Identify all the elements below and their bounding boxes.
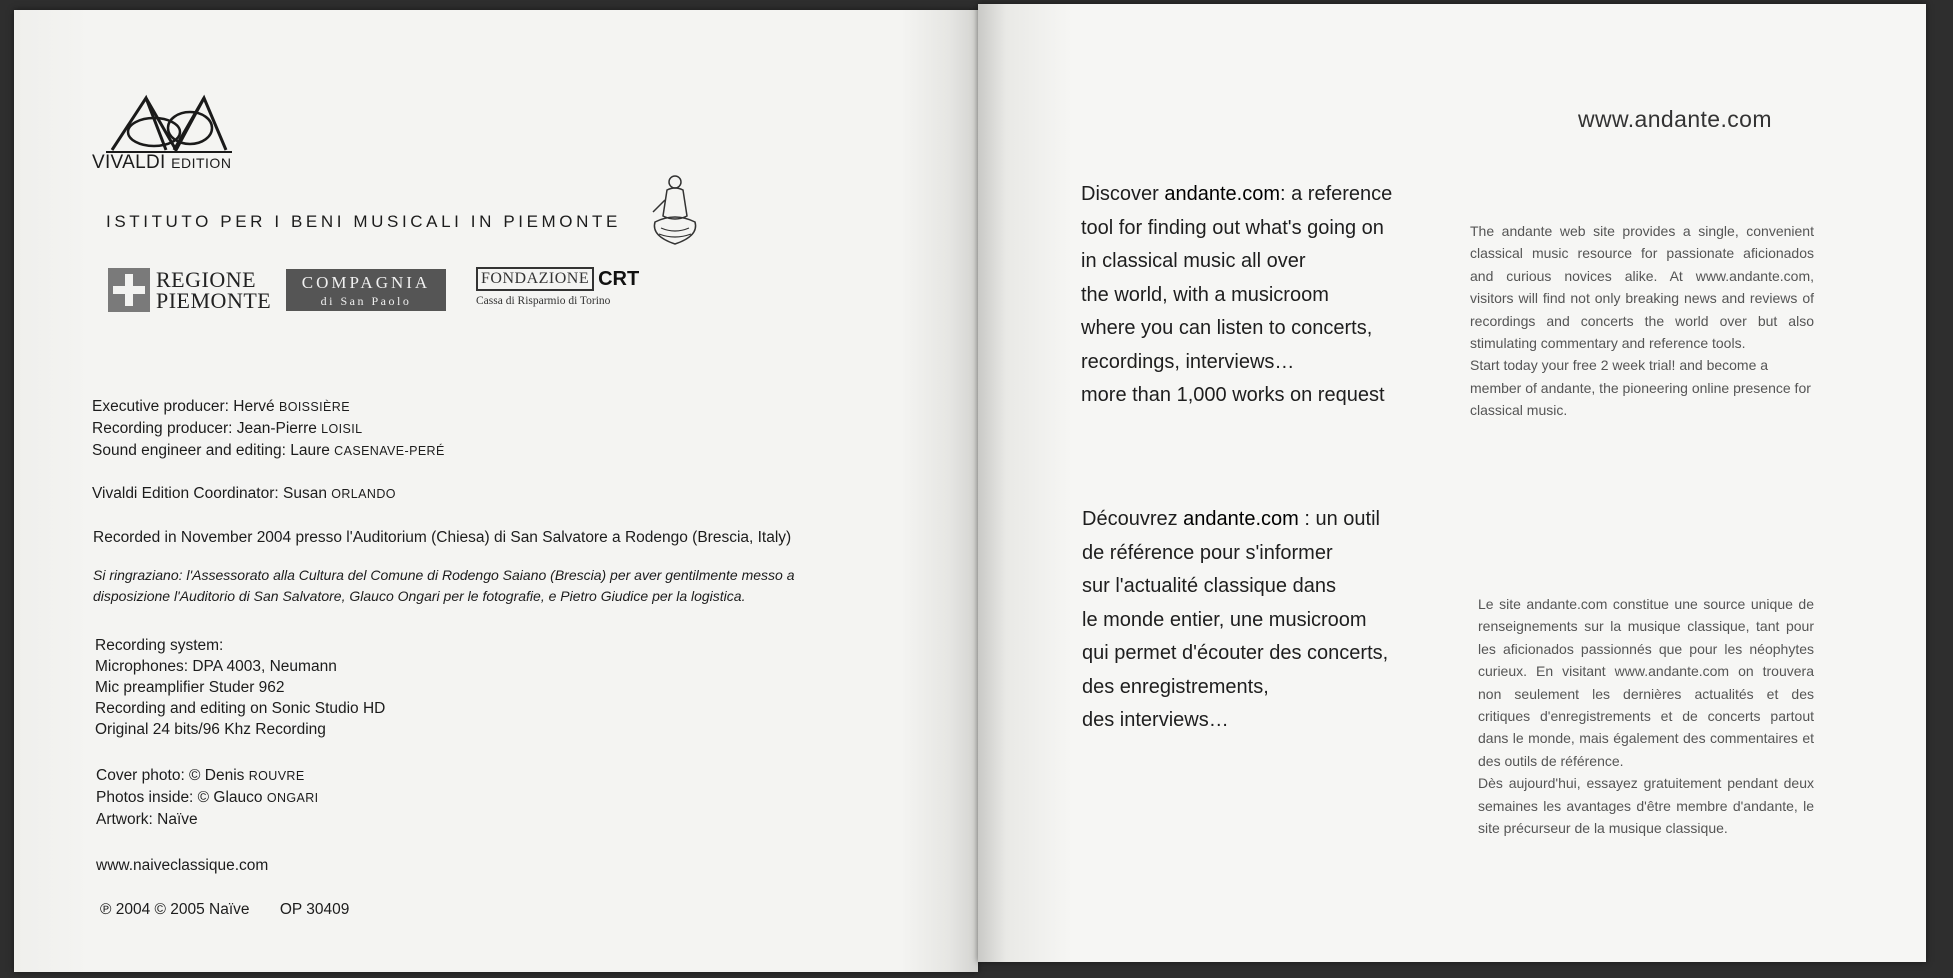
compagnia-line2: di San Paolo bbox=[320, 294, 412, 308]
exec-name: BOISSIÈRE bbox=[278, 400, 350, 414]
copyright: ℗ 2004 © 2005 Naïve bbox=[100, 901, 250, 918]
cassa-label: Cassa di Risparmio di Torino bbox=[476, 295, 611, 307]
fr-line-4: qui permet d'écouter des concerts, bbox=[1082, 642, 1389, 664]
vivaldi-logo-icon bbox=[104, 92, 234, 156]
fr-brand: andante.com bbox=[1183, 508, 1299, 530]
coord-label: Vivaldi Edition Coordinator: Susan bbox=[92, 485, 332, 502]
rec-name: LOISIL bbox=[321, 422, 363, 436]
french-description bbox=[1478, 593, 1814, 839]
en-brand: andante.com bbox=[1164, 183, 1280, 205]
exec-producer bbox=[92, 396, 445, 418]
coordinator-credit bbox=[92, 483, 396, 505]
fondazione-label: FONDAZIONE bbox=[476, 267, 594, 291]
photos-label: Photos inside: © Glauco bbox=[96, 789, 267, 806]
compagnia-san-paolo-logo bbox=[286, 269, 446, 311]
system-line-0: Recording system: bbox=[95, 637, 224, 654]
en-desc-para-1: The andante web site provides a single, convenient classical music resource for passionate aficionados and curious novices alike. At www.andante.com, visitors will find not only breaking news and reviews of recordings and concerts the world over but also stimulating commentary and reference tools. bbox=[1470, 223, 1814, 352]
coord-name: ORLANDO bbox=[331, 487, 396, 501]
brand-suffix: EDITION bbox=[171, 155, 232, 171]
fr-desc-para-1: Le site andante.com constitue une source unique de renseignements sur la musique classique, tant pour les aficionados passionnés que pour les néophytes curieux. En visitant www.andante.com on trouvera non seulement les dernières actualités et des critiques d'enregistrements et de concerts partout dans le monde, mais également des commentaires et des outils de référence. bbox=[1478, 596, 1814, 769]
fr-line-6: des interviews… bbox=[1082, 709, 1229, 731]
catalog-number: OP 30409 bbox=[279, 901, 350, 918]
andante-url: www.andante.com bbox=[1578, 106, 1772, 132]
institute-name: ISTITUTO PER I BENI MUSICALI IN PIEMONTE bbox=[106, 212, 621, 231]
en-lead: Discover bbox=[1081, 183, 1165, 205]
acknowledgements bbox=[93, 565, 794, 607]
en-line-2: in classical music all over bbox=[1081, 250, 1306, 272]
regione-piemonte-logo bbox=[108, 268, 271, 312]
system-line-4: Original 24 bits/96 Khz Recording bbox=[95, 721, 326, 738]
fr-line-5: des enregistrements, bbox=[1082, 675, 1269, 698]
en-line-0 bbox=[1081, 178, 1392, 212]
fr-line1-rest: : un outil bbox=[1298, 508, 1380, 530]
french-pitch bbox=[1082, 503, 1388, 738]
english-pitch bbox=[1081, 178, 1392, 413]
recording-system bbox=[95, 635, 385, 740]
brand-name: VIVALDI bbox=[92, 152, 166, 173]
rec-label: Recording producer: Jean-Pierre bbox=[92, 420, 322, 437]
en-line1-rest: : a reference bbox=[1280, 183, 1393, 205]
en-line-1: tool for finding out what's going on bbox=[1081, 216, 1384, 239]
copyright-line bbox=[100, 899, 349, 920]
english-description bbox=[1470, 220, 1814, 422]
compagnia-line1: COMPAGNIA bbox=[301, 273, 431, 292]
regione-line1: REGIONE bbox=[156, 267, 257, 292]
label-website: www.naiveclassique.com bbox=[96, 857, 269, 874]
thanks-line2: disposizione l'Auditorio di San Salvatore, Glauco Ongari per le fotografie, e Pietro Giudice per la logistica. bbox=[93, 588, 746, 604]
en-line-5: recordings, interviews… bbox=[1081, 350, 1295, 373]
fr-desc-para-2: Dès aujourd'hui, essayez gratuitement pendant deux semaines les avantages d'être membre d'andante, le site précurseur de la musique classique. bbox=[1478, 775, 1814, 837]
fr-line-2: sur l'actualité classique dans bbox=[1082, 575, 1336, 597]
regione-line2: PIEMONTE bbox=[156, 288, 272, 313]
institute-emblem-icon bbox=[645, 172, 705, 248]
sound-name: CASENAVE-PERÉ bbox=[334, 444, 445, 458]
cover-label: Cover photo: © Denis bbox=[96, 767, 249, 784]
fr-lead: Découvrez bbox=[1082, 508, 1184, 530]
en-line-6: more than 1,000 works on request bbox=[1081, 384, 1385, 406]
rec-producer bbox=[92, 418, 445, 440]
production-credits bbox=[92, 396, 445, 462]
system-line-3: Recording and editing on Sonic Studio HD bbox=[95, 700, 386, 717]
en-line-4: where you can listen to concerts, bbox=[1081, 317, 1373, 339]
regione-cross-icon bbox=[108, 268, 150, 312]
en-line-3: the world, with a musicroom bbox=[1081, 283, 1329, 306]
photos-inside bbox=[96, 787, 319, 809]
photos-name: ONGARI bbox=[266, 791, 319, 805]
recording-location: Recorded in November 2004 presso l'Auditorium (Chiesa) di San Salvatore a Rodengo (Brescia, Italy) bbox=[93, 529, 792, 546]
sound-engineer bbox=[92, 440, 445, 462]
cover-photo bbox=[96, 765, 319, 787]
vivaldi-edition-title bbox=[92, 152, 231, 174]
exec-label: Executive producer: Hervé bbox=[92, 398, 279, 415]
system-line-2: Mic preamplifier Studer 962 bbox=[95, 679, 285, 696]
artwork: Artwork: Naïve bbox=[96, 811, 198, 828]
system-line-1: Microphones: DPA 4003, Neumann bbox=[95, 658, 337, 675]
artwork-credits bbox=[96, 765, 319, 830]
fr-line-3: le monde entier, une musicroom bbox=[1082, 608, 1367, 631]
crt-label: CRT bbox=[598, 267, 640, 290]
thanks-line1: Si ringraziano: l'Assessorato alla Cultura del Comune di Rodengo Saiano (Brescia) per aver gentilmente messo a bbox=[93, 567, 795, 583]
fr-line-0 bbox=[1082, 503, 1388, 537]
en-desc-para-2: Start today your free 2 week trial! and become a member of andante, the pioneering online presence for classical music. bbox=[1470, 357, 1811, 419]
cover-name: ROUVRE bbox=[248, 769, 305, 783]
sound-label: Sound engineer and editing: Laure bbox=[92, 442, 335, 459]
fr-line-1: de référence pour s'informer bbox=[1082, 541, 1333, 564]
fondazione-crt-logo bbox=[476, 266, 640, 307]
